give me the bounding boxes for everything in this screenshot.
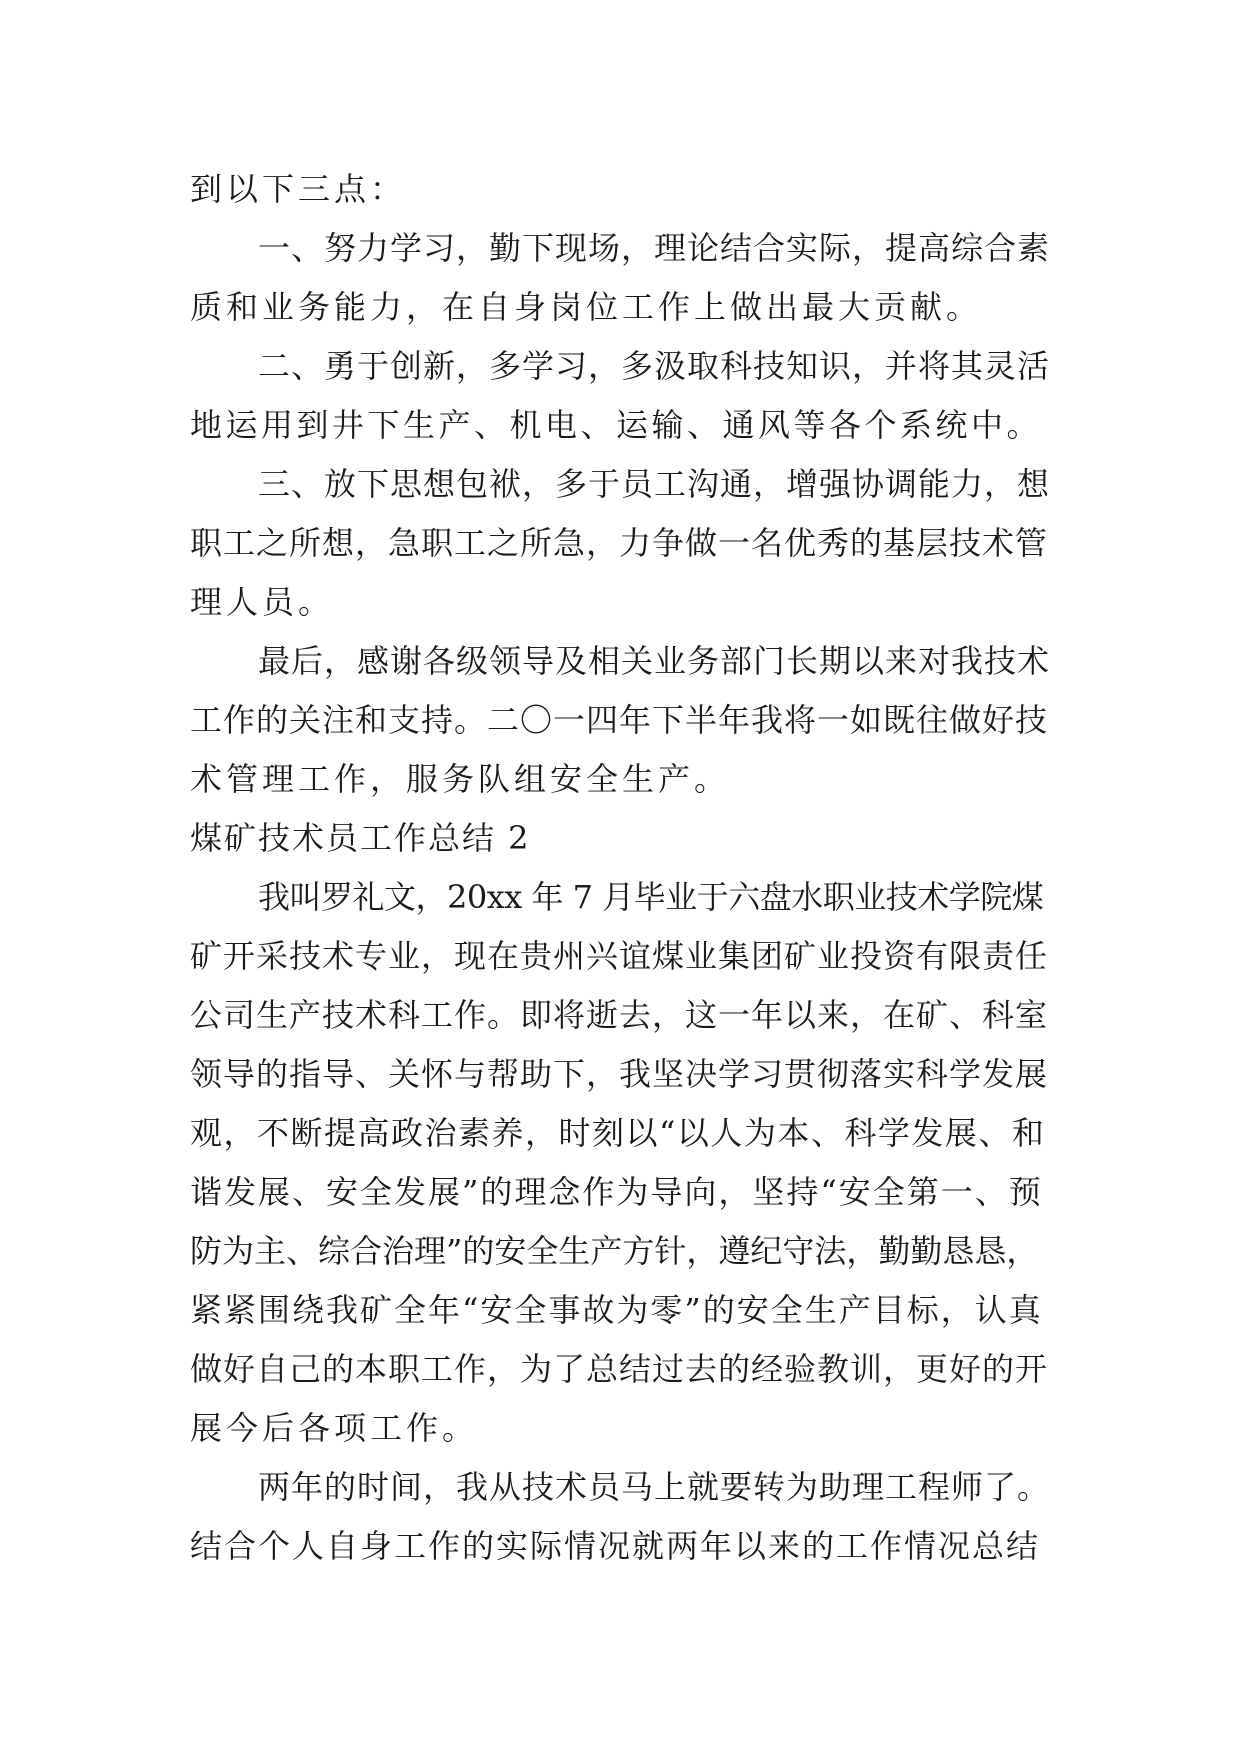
text-line: 到以下三点： — [190, 170, 407, 208]
text-line: 职工之所想，急职工之所急，力争做一名优秀的基层技术管 — [190, 524, 1049, 562]
text-line: 观，不断提高政治素养，时刻以“以人为本、科学发展、和 — [190, 1114, 1046, 1152]
text-line: 术管理工作，服务队组安全生产。 — [190, 760, 731, 798]
text-line: 三、放下思想包袱，多于员工沟通，增强协调能力，想 — [258, 465, 1051, 503]
text-line: 地运用到井下生产、机电、运输、通风等各个系统中。 — [190, 406, 1043, 444]
text-line: 理人员。 — [190, 583, 335, 621]
section-heading: 煤矿技术员工作总结 2 — [190, 819, 531, 857]
text-line: 我叫罗礼文，20xx 年 7 月毕业于六盘水职业技术学院煤 — [258, 878, 1044, 916]
text-line: 一、努力学习，勤下现场，理论结合实际，提高综合素 — [258, 229, 1051, 267]
text-line: 展今后各项工作。 — [190, 1409, 479, 1447]
text-line: 公司生产技术科工作。即将逝去，这一年以来，在矿、科室 — [190, 996, 1049, 1034]
text-line: 二、勇于创新，多学习，多汲取科技知识，并将其灵活 — [258, 347, 1051, 385]
text-line: 质和业务能力，在自身岗位工作上做出最大贡献。 — [190, 288, 983, 326]
text-line: 工作的关注和支持。二〇一四年下半年我将一如既往做好技 — [190, 701, 1049, 739]
text-line: 防为主、综合治理”的安全生产方针，遵纪守法，勤勤恳恳， — [190, 1232, 1039, 1270]
text-line: 紧紧围绕我矿全年“安全事故为零”的安全生产目标，认真 — [190, 1291, 1043, 1329]
text-line: 领导的指导、关怀与帮助下，我坚决学习贯彻落实科学发展 — [190, 1055, 1049, 1093]
document-body — [190, 160, 1050, 1576]
text-line: 矿开采技术专业，现在贵州兴谊煤业集团矿业投资有限责任 — [190, 937, 1049, 975]
text-line: 两年的时间，我从技术员马上就要转为助理工程师了。 — [258, 1468, 1051, 1506]
text-line: 最后，感谢各级领导及相关业务部门长期以来对我技术 — [258, 642, 1051, 680]
text-line: 谐发展、安全发展”的理念作为导向，坚持“安全第一、预 — [190, 1173, 1043, 1211]
text-line: 结合个人自身工作的实际情况就两年以来的工作情况总结 — [190, 1527, 1041, 1565]
text-line: 做好自己的本职工作，为了总结过去的经验教训，更好的开 — [190, 1350, 1049, 1388]
